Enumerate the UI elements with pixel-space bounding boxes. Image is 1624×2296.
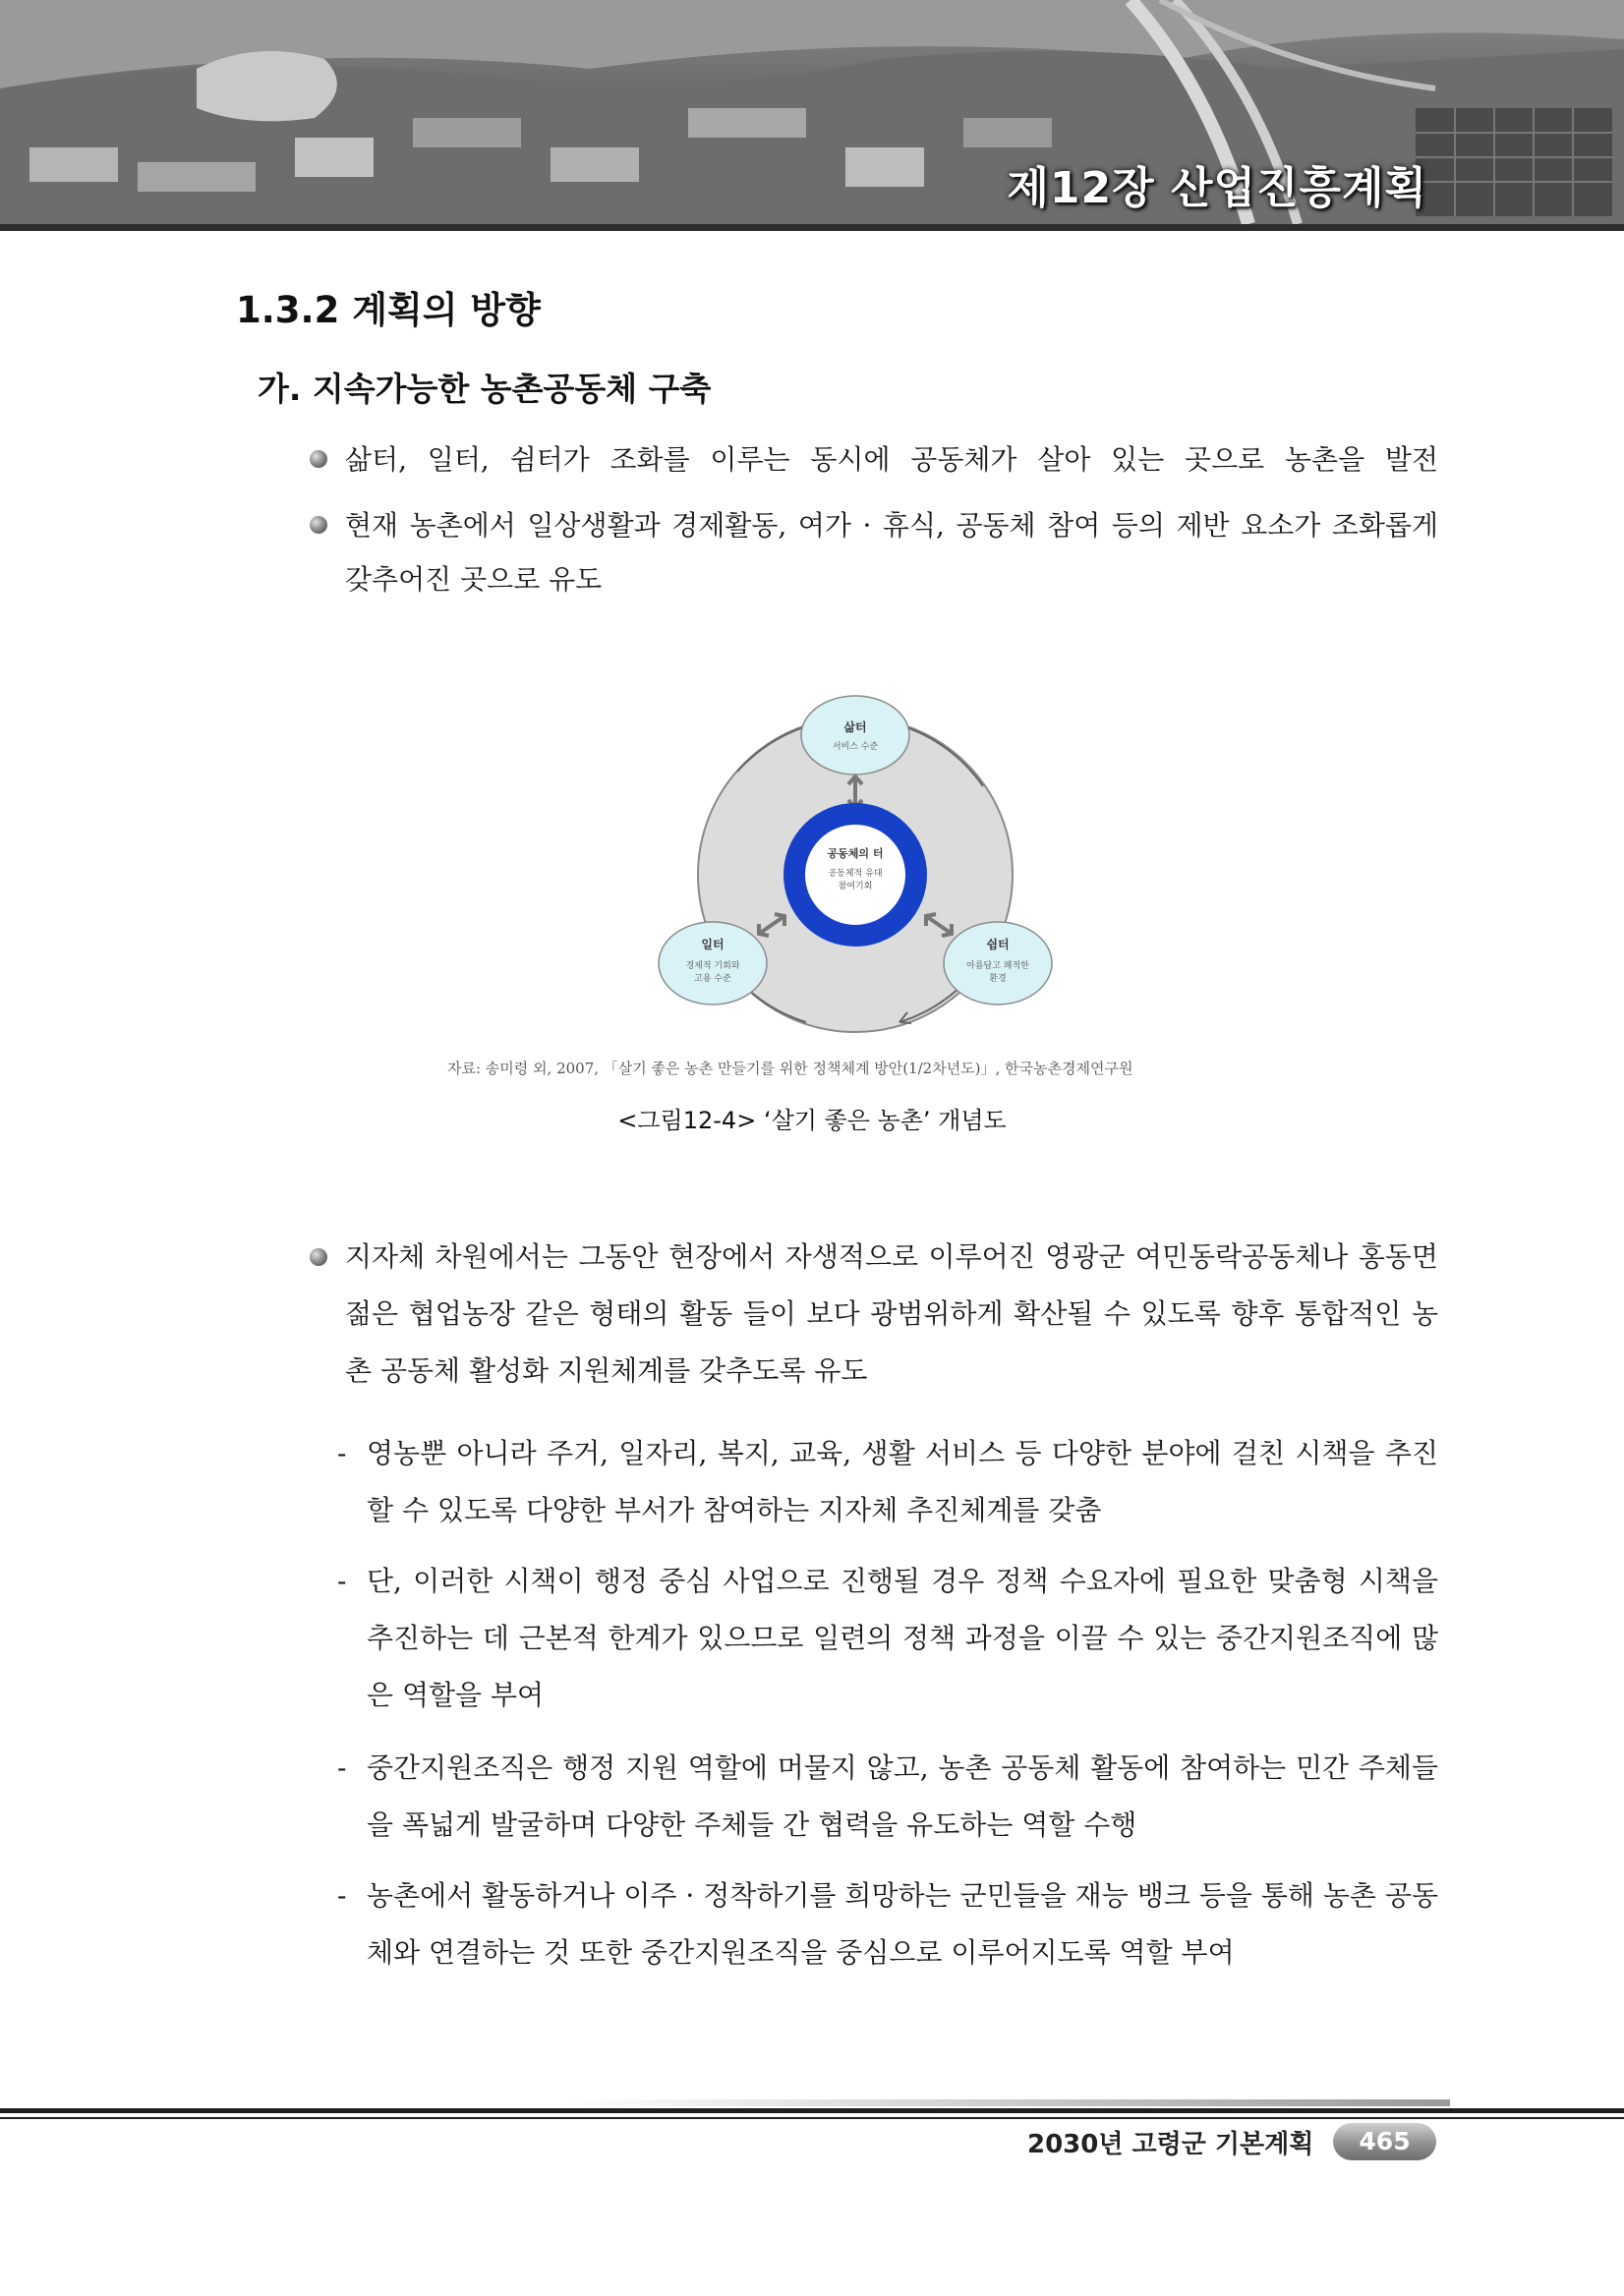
bullet-text: 현재 농촌에서 일상생활과 경제활동, 여가 · 휴식, 공동체 참여 등의 제반 요소가 조화롭게 갖추어진 곳으로 유도 [345, 509, 1438, 596]
dash-marker: - [337, 1565, 347, 1597]
chapter-title: 제12장 산업진흥계획 [1007, 163, 1427, 213]
footer-rule [0, 2117, 1624, 2119]
concept-diagram [649, 678, 1062, 1042]
center-node-title: 공동체의 터 [827, 847, 884, 860]
bullet-item [310, 498, 1438, 606]
dash-text: 농촌에서 활동하거나 이주 · 정착하기를 희망하는 군민들을 재능 뱅크 등을 통해 농촌 공동체와 연결하는 것 또한 중간지원조직을 중심으로 이루어지도록 역할 부여 [367, 1879, 1438, 1969]
page-number: 465 [1333, 2123, 1436, 2160]
subsection-heading: 가. 지속가능한 농촌공동체 구축 [258, 370, 712, 408]
bullet-icon [310, 1248, 327, 1266]
footer-rule [0, 2108, 1624, 2113]
figure-source: 자료: 송미령 외, 2007, 「살기 좋은 농촌 만들기를 위한 정책체계 방안(1/2차년도)」, 한국농촌경제연구원 [447, 1060, 1133, 1077]
dash-item [337, 1867, 1438, 1981]
dash-item [337, 1740, 1438, 1854]
dash-text: 중간지원조직은 행정 지원 역할에 머물지 않고, 농촌 공동체 활동에 참여하는 민간 주체들을 폭넓게 발굴하며 다양한 주체들 간 협력을 유도하는 역할 수행 [367, 1751, 1438, 1841]
figure-caption: <그림12-4> ‘살기 좋은 농촌’ 개념도 [617, 1107, 1007, 1134]
top-node-title: 삶터 [843, 720, 867, 734]
dash-item [337, 1553, 1438, 1724]
right-node-sub: 환경 [989, 974, 1007, 984]
header-rule [0, 224, 1624, 231]
dash-text: 단, 이러한 시책이 행정 중심 사업으로 진행될 경우 정책 수요자에 필요한 맞춤형 시책을 추진하는 데 근본적 한계가 있으므로 일련의 정책 과정을 이끌 수 있는 중간지원조직에 많은 역할을 부여 [367, 1565, 1438, 1711]
footer-title: 2030년 고령군 기본계획 [1027, 2130, 1314, 2159]
center-node-sub: 참여기회 [838, 882, 873, 891]
footer-shade [565, 2099, 1450, 2106]
top-node [801, 696, 909, 775]
bullet-text: 삶터, 일터, 쉼터가 조화를 이루는 동시에 공동체가 살아 있는 곳으로 농촌을 발전 [345, 443, 1438, 476]
bullet-item [310, 1229, 1438, 1400]
left-node-sub: 경제적 기회와 [685, 961, 740, 971]
section-heading: 1.3.2 계획의 방향 [236, 289, 541, 331]
right-node-title: 쉼터 [986, 938, 1010, 951]
top-node-sub: 서비스 수준 [832, 742, 879, 752]
dash-marker: - [337, 1751, 347, 1784]
dash-item [337, 1425, 1438, 1539]
left-node-sub: 고용 수준 [694, 974, 731, 984]
bullet-icon [310, 450, 327, 468]
bullet-item [310, 432, 1438, 487]
dash-marker: - [337, 1437, 347, 1469]
bullet-text: 지자체 차원에서는 그동안 현장에서 자생적으로 이루어진 영광군 여민동락공동체나 홍동면 젊은 협업농장 같은 형태의 활동 들이 보다 광범위하게 확산될 수 있도록 향후 통합적인 농촌 공동체 활성화 지원체계를 갖추도록 유도 [345, 1240, 1438, 1387]
dash-text: 영농뿐 아니라 주거, 일자리, 복지, 교육, 생활 서비스 등 다양한 분야에 걸친 시책을 추진할 수 있도록 다양한 부서가 참여하는 지자체 추진체계를 갖춤 [367, 1437, 1438, 1526]
right-node-sub: 아름답고 쾌적한 [966, 961, 1029, 971]
bullet-icon [310, 516, 327, 534]
left-node-title: 일터 [701, 938, 725, 951]
header-banner [0, 0, 1624, 224]
center-node-sub: 공동체적 유대 [828, 869, 883, 879]
dash-marker: - [337, 1879, 347, 1912]
